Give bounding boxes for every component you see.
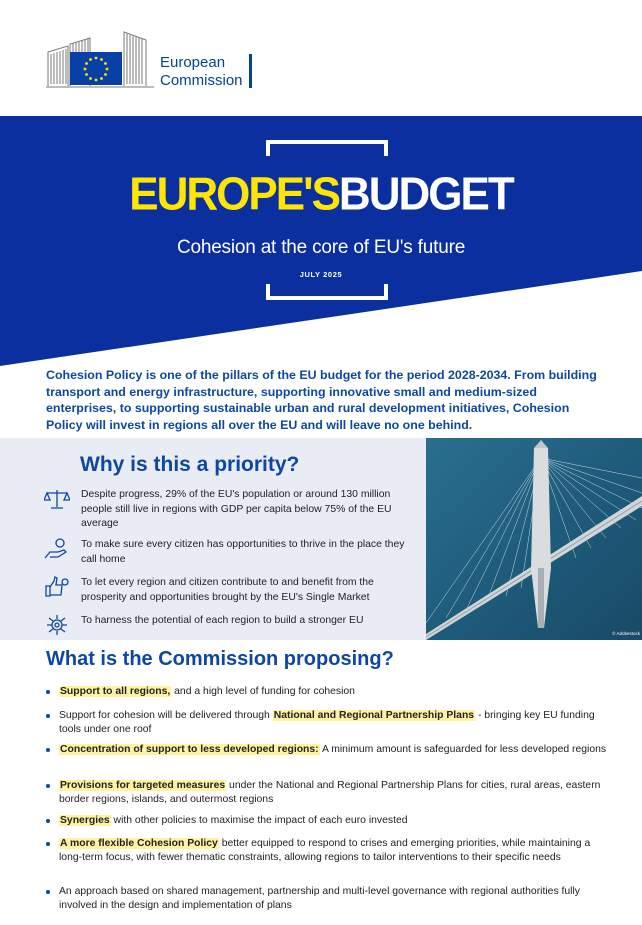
title-part-2: BUDGET [338,168,513,221]
item-text: Support for cohesion will be delivered through [59,710,273,721]
item-highlight: Support to all regions, [60,686,171,697]
item-highlight: National and Regional Partnership Plans [273,710,475,721]
proposals-heading: What is the Commission proposing? [46,648,394,670]
scales-icon [44,488,70,510]
page-header [0,0,642,116]
bullet-icon [46,748,50,752]
network-gear-icon [44,614,70,636]
photo-credit: © Adobestock [612,631,640,636]
publication-date: JULY 2025 [299,270,343,279]
priority-heading: Why is this a priority? [80,453,300,476]
bullet-icon [46,842,50,846]
priority-item-text: To harness the potential of each region to build a stronger EU [81,615,364,626]
item-text: - bringing key EU funding tools under one roof [59,710,595,735]
item-text: A minimum amount is safeguarded for less developed regions [319,744,607,755]
org-line-2: Commission [160,72,243,89]
priority-item-text: To let every region and citizen contribute to and benefit from the prosperity and opportunities brought by the EU's Single Market [81,577,374,603]
bullet-icon [46,690,50,694]
priority-item-text: Despite progress, 29% of the EU's population or around 130 million people still live in regions with GDP per capita below 75% of the EU average [81,489,392,529]
item-highlight: Synergies [60,815,110,826]
bullet-icon [46,714,50,718]
item-text: under the National and Regional Partnership Plans for cities, rural areas, eastern border regions, islands, and outermost regions [59,780,601,805]
page-subtitle: Cohesion at the core of EU's future [176,237,466,258]
item-highlight: Concentration of support to less developed regions: [60,744,319,755]
item-highlight: A more flexible Cohesion Policy [60,838,218,849]
org-line-1: European [160,54,226,71]
item-text: An approach based on shared management, partnership and multi-level governance with regional authorities fully involved in the design and implementation of plans [59,886,580,911]
bullet-icon [46,819,50,823]
item-text: with other policies to maximise the impact of each euro invested [110,815,408,826]
bullet-icon [46,784,50,788]
item-text: better equipped to respond to crises and emerging priorities, while maintaining a long-term focus, with fewer thematic constraints, allowing regions to tailor interventions to their specific needs [59,838,591,863]
intro-paragraph: Cohesion Policy is one of the pillars of the EU budget for the period 2028-2034. From building transport and energy infrastructure, supporting innovative small and medium-sized enterprises, to supporting sustainable urban and rural development initiatives, Cohesion Policy will invest in regions all over the EU and will leave no one behind. [46,368,597,432]
hand-opportunity-icon [44,538,70,560]
bridge-photo [426,438,642,640]
page-title [0,169,642,222]
organisation-name [160,54,243,90]
priority-section [0,438,426,640]
title-frame-top [266,140,388,156]
thumbs-up-icon [44,576,70,598]
item-highlight: Provisions for targeted measures [60,780,226,791]
priority-item-text: To make sure every citizen has opportunities to thrive in the place they call home [81,539,405,565]
bullet-icon [46,890,50,894]
logo-divider [249,54,252,88]
item-text: and a high level of funding for cohesion [171,686,355,697]
title-frame-bottom [266,284,388,300]
title-part-1: EUROPE'S [129,168,339,221]
